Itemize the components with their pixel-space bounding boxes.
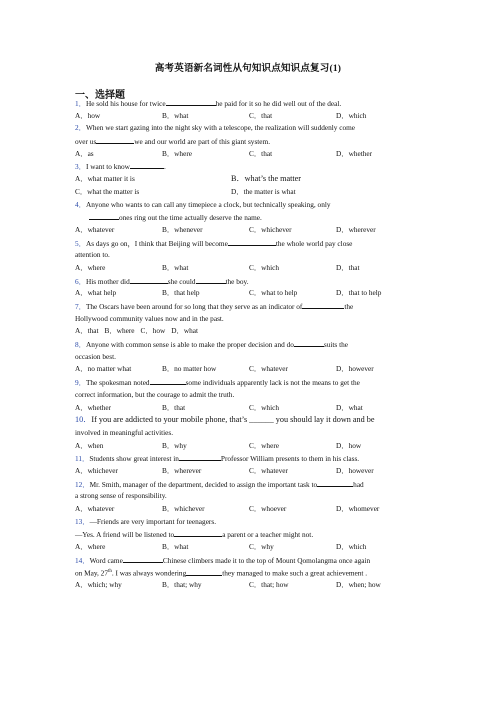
option[interactable]: B．whichever xyxy=(162,504,205,513)
option[interactable]: C．which xyxy=(249,402,279,412)
question-list: 1．He sold his house for twice he paid for it so he did well out of the deal. A．how B．what C．that D．which 2．When we start gazing into the night sky with a telescope, the realization will suddenly come over us we and our world are part of this giant system. A．as B．where C．that D．whether 3．I want to know . A．what matter it is B．what’s the matter C．what the matter is D．the matter is what 4．Anyone who wants to can call any timepiece a clock, but technically speaking, only ones ring out the time actually deserve the name. A．whatever B．whenever C．whichever D．wherever 5．As days go on，I think that Beijing will become the whole world pay close attention to. A．where B．what C．which D．that 6．His mother did she could the boy. A．what help B．that help C．what to help D．that to help 7．The Oscars have been around for so long that they serve as an indicator of the Hollywood community values now and in the past. A．that B．where C．how D．what 8．Anyone with common sense is able to make the proper decision and do suits the occasion best. A．no matter what B．no matter how C．whatever D．however 9．The spokesman noted some individuals apparently lack is not the means to get the correct information, but the courage to admit the truth. A．whether B．that C．which D．what 10．If you are addicted to your mobile phone, that’s ______ you should lay it down and be involved in meaningful activities. A．when B．why C．where D．how 11．Students show great interest in Professor William presents to them in his class. A．whichever B．wherever C．whatever D．however 12．Mr. Smith, manager of the department, decided to assign the important task to had a strong sense of responsibility. A．whatever B．whichever C．whoever D．whomever 13．—Friends are very important for teenagers. —Yes. A friend will be listened to a parent or a teacher might not. A．where B．what C．why D．which 14．Word came Chinese climbers made it to the top of Mount Qomolangma once again on May, 27th. I was always wondering they managed to make such a great achievement . A．which; why B．that; why C．that; how D．when; how xyxy=(75,97,425,592)
options-q12 xyxy=(75,503,425,516)
option[interactable]: C．what the matter is xyxy=(75,186,140,196)
options-q9 xyxy=(75,402,425,415)
question-8: 8．Anyone with common sense is able to make the proper decision and do suits the xyxy=(75,340,348,350)
option[interactable]: C．what to help xyxy=(249,288,298,298)
question-7: 7．The Oscars have been around for so long that they serve as an indicator of the xyxy=(75,302,354,311)
option[interactable]: D．that to help xyxy=(336,288,382,298)
section-heading: 一、选择题 xyxy=(75,90,125,101)
option[interactable]: A．where xyxy=(75,542,106,552)
options-q13 xyxy=(75,541,425,554)
option[interactable]: B．where xyxy=(162,148,192,158)
option[interactable]: A．whatever xyxy=(75,224,115,234)
page-title: 高考英语新名词性从句知识点知识点复习(1) xyxy=(154,64,342,74)
options-q7 xyxy=(75,325,425,338)
answer-blank xyxy=(130,275,168,284)
option[interactable]: C．that xyxy=(249,148,273,158)
option[interactable]: A．where xyxy=(75,262,106,272)
option[interactable]: C．whatever xyxy=(249,364,288,374)
option[interactable]: B．what xyxy=(162,542,189,552)
options-q14 xyxy=(75,579,425,592)
option[interactable]: D．whomever xyxy=(336,504,380,513)
answer-blank xyxy=(130,160,164,169)
option[interactable]: A．what help xyxy=(75,288,117,298)
answer-blank xyxy=(228,237,276,246)
answer-blank xyxy=(179,452,221,461)
answer-blank xyxy=(150,376,186,385)
answer-blank xyxy=(166,97,216,106)
option[interactable]: B．what xyxy=(162,262,189,272)
option[interactable]: C．why xyxy=(249,542,274,552)
question-12: 12．Mr. Smith, manager of the department, decided to assign the important task to had xyxy=(75,479,364,489)
option[interactable]: A．whether xyxy=(75,402,112,412)
option[interactable]: D．which xyxy=(336,542,367,552)
options-q4 xyxy=(75,224,425,237)
option[interactable]: C．how xyxy=(140,326,166,336)
answer-blank xyxy=(302,300,344,309)
question-1: 1．He sold his house for twice he paid for it so he did well out of the deal. xyxy=(75,99,342,108)
option[interactable]: A．which; why xyxy=(75,580,122,590)
option[interactable]: D．which xyxy=(336,110,367,120)
option[interactable]: D．how xyxy=(336,440,362,450)
option[interactable]: B．whenever xyxy=(162,224,203,234)
option[interactable]: C．that xyxy=(249,110,273,120)
answer-blank xyxy=(317,478,353,487)
option[interactable]: A．when xyxy=(75,440,104,450)
option[interactable]: D．the matter is what xyxy=(231,186,296,196)
answer-blank xyxy=(186,567,222,576)
options-q3-row2 xyxy=(75,186,425,199)
option[interactable]: A．whatever xyxy=(75,504,115,513)
question-14: 14．Word came Chinese climbers made it to the top of Mount Qomolangma once again xyxy=(75,555,371,565)
question-13: 13．—Friends are very important for teenagers. xyxy=(75,516,217,526)
options-q10 xyxy=(75,440,425,453)
option[interactable]: D．when; how xyxy=(336,580,381,590)
option[interactable]: B．what’s the matter xyxy=(231,174,302,184)
option[interactable]: C．whoever xyxy=(249,504,287,513)
options-q3-row1 xyxy=(75,173,425,186)
options-q1 xyxy=(75,110,425,123)
question-5: 5．As days go on，I think that Beijing will become the whole world pay close xyxy=(75,238,353,248)
answer-blank xyxy=(294,338,324,347)
option[interactable]: C．where xyxy=(249,440,279,450)
option[interactable]: D．however xyxy=(336,364,374,374)
question-2: 2．When we start gazing into the night sky with a telescope, the realization will suddenly come xyxy=(75,123,356,133)
option[interactable]: D．however xyxy=(336,465,374,475)
options-q8 xyxy=(75,363,425,376)
option[interactable]: A．no matter what xyxy=(75,364,132,374)
option[interactable]: C．whichever xyxy=(249,224,292,234)
option[interactable]: C．whatever xyxy=(249,465,288,475)
question-4: 4．Anyone who wants to can call any timepiece a clock, but technically speaking, only xyxy=(75,199,331,209)
option[interactable]: D．wherever xyxy=(336,224,376,234)
option[interactable]: D．what xyxy=(171,326,199,336)
option[interactable]: D．whether xyxy=(336,148,373,158)
question-9: 9．The spokesman noted some individuals apparently lack is not the means to get the xyxy=(75,378,360,388)
question-10: 10．If you are addicted to your mobile phone, that’s ______ you should lay it down and be xyxy=(75,415,375,425)
option[interactable]: A．as xyxy=(75,148,94,158)
option[interactable]: B．no matter how xyxy=(162,364,217,374)
option[interactable]: A．what matter it is xyxy=(75,174,135,184)
option[interactable]: A．whichever xyxy=(75,465,118,475)
option[interactable]: C．that; how xyxy=(249,580,289,590)
option[interactable]: B．what xyxy=(162,110,189,120)
option[interactable]: D．that xyxy=(336,262,360,272)
question-6: 6．His mother did she could the boy. xyxy=(75,276,249,286)
question-11: 11．Students show great interest in Professor William presents to them in his class. xyxy=(75,454,360,464)
answer-blank xyxy=(89,211,119,220)
option[interactable]: B．wherever xyxy=(162,465,202,475)
option[interactable]: A．how xyxy=(75,110,101,120)
question-3: 3．I want to know . xyxy=(75,162,166,172)
option[interactable]: B．that help xyxy=(162,288,200,298)
option[interactable]: D．what xyxy=(336,402,363,412)
options-q6 xyxy=(75,287,425,300)
option[interactable]: C．which xyxy=(249,262,279,272)
answer-blank xyxy=(123,554,163,563)
answer-blank xyxy=(196,275,226,284)
option[interactable]: B．why xyxy=(162,440,187,450)
options-q2 xyxy=(75,148,425,161)
answer-blank xyxy=(96,135,134,144)
options-q11 xyxy=(75,465,425,478)
option[interactable]: A．that xyxy=(75,326,99,336)
answer-blank xyxy=(174,528,222,537)
option[interactable]: B．where xyxy=(104,326,135,336)
option[interactable]: B．that xyxy=(162,402,186,412)
option[interactable]: B．that; why xyxy=(162,580,202,590)
options-q5 xyxy=(75,262,425,275)
